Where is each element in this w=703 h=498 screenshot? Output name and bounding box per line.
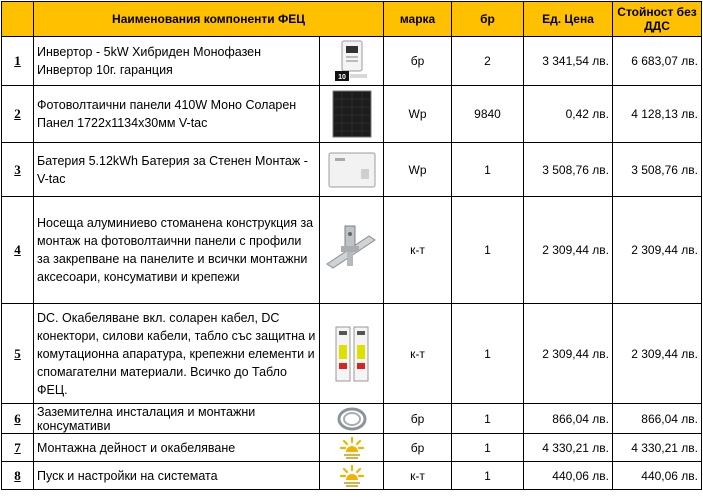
row-image — [320, 404, 384, 434]
table-row — [2, 304, 702, 404]
header-num — [2, 2, 34, 37]
row-number: 1 — [2, 37, 34, 86]
row-unit: бр — [384, 404, 452, 434]
header-brand: марка — [384, 2, 452, 37]
row-number: 5 — [2, 304, 34, 404]
row-description: Фотоволтаични панели 410W Моно Соларен Панел 1722x1134x30мм V-tac — [34, 86, 320, 143]
row-unit: к-т — [384, 304, 452, 404]
row-number: 7 — [2, 434, 34, 462]
table-row — [2, 404, 702, 434]
row-total: 4 128,13 лв. — [613, 86, 702, 143]
row-image — [320, 86, 384, 143]
row-unit: бр — [384, 434, 452, 462]
warranty-badge: 10 — [337, 74, 346, 81]
row-unit: бр — [384, 37, 452, 86]
row-unit: к-т — [384, 462, 452, 490]
row-price: 3 508,76 лв. — [524, 143, 613, 197]
row-image — [320, 462, 384, 490]
header-total: Стойност без ДДС — [613, 2, 702, 37]
row-total: 2 309,44 лв. — [613, 197, 702, 304]
row-total: 3 508,76 лв. — [613, 143, 702, 197]
row-image — [320, 37, 384, 86]
row-total: 440,06 лв. — [613, 462, 702, 490]
row-description: Заземителна инсталация и монтажни консумативи — [34, 404, 320, 434]
row-image — [320, 143, 384, 197]
mounting-rail-icon — [323, 220, 381, 280]
header-row — [2, 2, 702, 37]
sun-logo-icon — [339, 464, 365, 488]
header-qty: бр — [452, 2, 524, 37]
row-price: 440,06 лв. — [524, 462, 613, 490]
row-unit: Wp — [384, 143, 452, 197]
table-row — [2, 197, 702, 304]
battery-icon — [325, 149, 379, 191]
row-description: Монтажна дейност и окабеляване — [34, 434, 320, 462]
row-qty: 9840 — [452, 86, 524, 143]
row-total: 6 683,07 лв. — [613, 37, 702, 86]
row-total: 866,04 лв. — [613, 404, 702, 434]
cable-coil-icon — [335, 406, 369, 432]
row-qty: 1 — [452, 304, 524, 404]
sun-logo-icon — [339, 436, 365, 460]
row-qty: 1 — [452, 462, 524, 490]
row-price: 3 341,54 лв. — [524, 37, 613, 86]
row-price: 2 309,44 лв. — [524, 304, 613, 404]
table-row — [2, 143, 702, 197]
row-price: 0,42 лв. — [524, 86, 613, 143]
table-row — [2, 462, 702, 490]
surge-protector-icon — [330, 323, 374, 385]
table-row — [2, 86, 702, 143]
row-image — [320, 197, 384, 304]
row-description: Носеща алуминиево стоманена конструкция за монтаж на фотоволтаични панели с профили за закрепване на панелите и всички монтажни аксесоари, консумативи и крепежи — [34, 197, 320, 304]
row-qty: 2 — [452, 37, 524, 86]
row-price: 2 309,44 лв. — [524, 197, 613, 304]
row-total: 2 309,44 лв. — [613, 304, 702, 404]
row-price: 866,04 лв. — [524, 404, 613, 434]
row-unit: Wp — [384, 86, 452, 143]
row-unit: к-т — [384, 197, 452, 304]
row-qty: 1 — [452, 143, 524, 197]
row-qty: 1 — [452, 404, 524, 434]
row-image — [320, 304, 384, 404]
inverter-icon — [335, 39, 369, 83]
header-name: Наименования компоненти ФЕЦ — [34, 2, 384, 37]
row-number: 6 — [2, 404, 34, 434]
row-price: 4 330,21 лв. — [524, 434, 613, 462]
row-description: Инвертор - 5kW Хибриден Монофазен Инвертор 10г. гаранция — [34, 37, 320, 86]
table-row — [2, 37, 702, 86]
row-description: Батерия 5.12kWh Батерия за Стенен Монтаж - V-tac — [34, 143, 320, 197]
table-row — [2, 434, 702, 462]
row-image — [320, 434, 384, 462]
row-qty: 1 — [452, 434, 524, 462]
row-number: 2 — [2, 86, 34, 143]
components-table — [1, 1, 702, 490]
row-description: DC. Окабеляване вкл. соларен кабел, DC конектори, силови кабели, табло със защитна и комутационна апаратура, крепежни елементи и спомагателни материали. Всичко до Табло ФЕЦ. — [34, 304, 320, 404]
row-number: 8 — [2, 462, 34, 490]
header-unit-price: Ед. Цена — [524, 2, 613, 37]
row-description: Пуск и настройки на системата — [34, 462, 320, 490]
row-number: 4 — [2, 197, 34, 304]
row-number: 3 — [2, 143, 34, 197]
row-qty: 1 — [452, 197, 524, 304]
row-total: 4 330,21 лв. — [613, 434, 702, 462]
solar-panel-icon — [330, 89, 374, 139]
